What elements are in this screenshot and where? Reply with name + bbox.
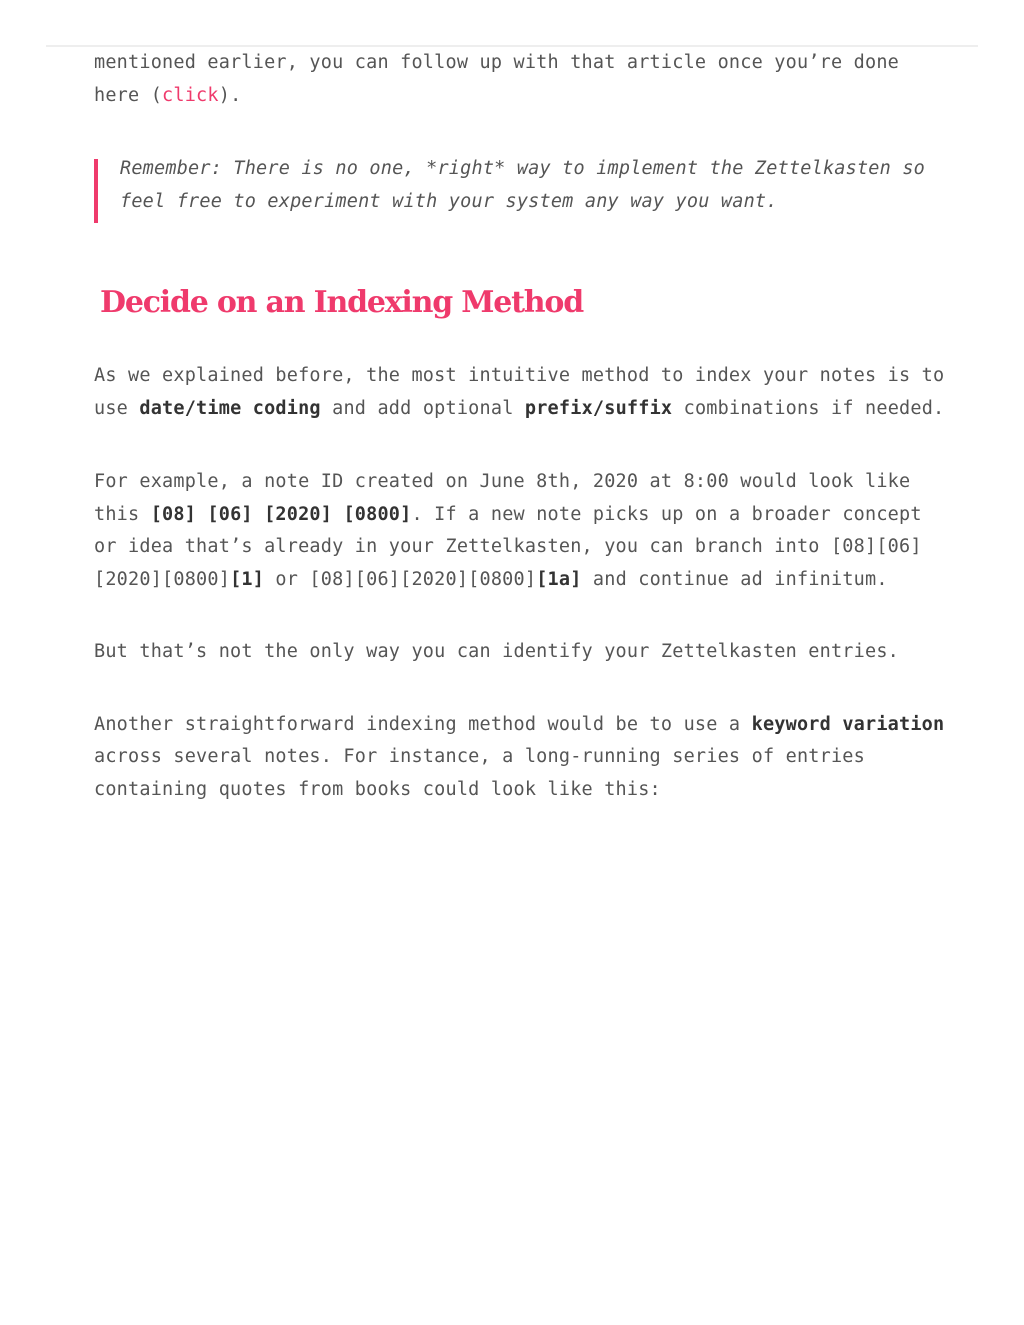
paragraph-not-only-way: But that’s not the only way you can identify your Zettelkasten entries. — [94, 641, 899, 662]
intro-paragraph: mentioned earlier, you can follow up with that article once you’re done here (click). — [94, 52, 899, 106]
bold-branch-1: [1] — [230, 568, 265, 590]
bold-prefix-suffix: prefix/suffix — [524, 397, 673, 419]
intro-line-1: mentioned earlier, you can follow up with that article once you’re done — [94, 52, 899, 73]
bold-keyword-variation: keyword variation — [751, 713, 945, 735]
click-link[interactable]: click — [162, 84, 219, 106]
paragraph-indexing-intro: As we explained before, the most intuitive method to index your notes is to use date/time coding and add optional prefix/suffix combinations if needed. — [94, 365, 945, 419]
bold-branch-1a: [1a] — [536, 568, 582, 590]
article-body — [94, 47, 954, 806]
bold-date-time-coding: date/time coding — [139, 397, 321, 419]
bold-note-id: [08] [06] [2020] [0800] — [150, 503, 412, 525]
blockquote-text: Remember: There is no one, *right* way to implement the Zettelkasten so feel free to experiment with your system any way you want. — [120, 158, 925, 212]
paragraph-example: For example, a note ID created on June 8th, 2020 at 8:00 would look like this [08] [06] [2020] [0800]. If a new note picks up on a broader concept or idea that’s already in your Zettelkasten, you can branch into [08][06][2020][0800][1] or [08][06][2020][0800][1a] and continue ad infinitum. — [94, 471, 922, 590]
blockquote-bar — [94, 159, 98, 223]
blockquote — [94, 153, 954, 218]
paragraph-keyword-variation: Another straightforward indexing method would be to use a keyword variation across several notes. For instance, a long-running series of entries containing quotes from books could look like this: — [94, 713, 945, 800]
section-heading: Decide on an Indexing Method — [100, 285, 584, 320]
